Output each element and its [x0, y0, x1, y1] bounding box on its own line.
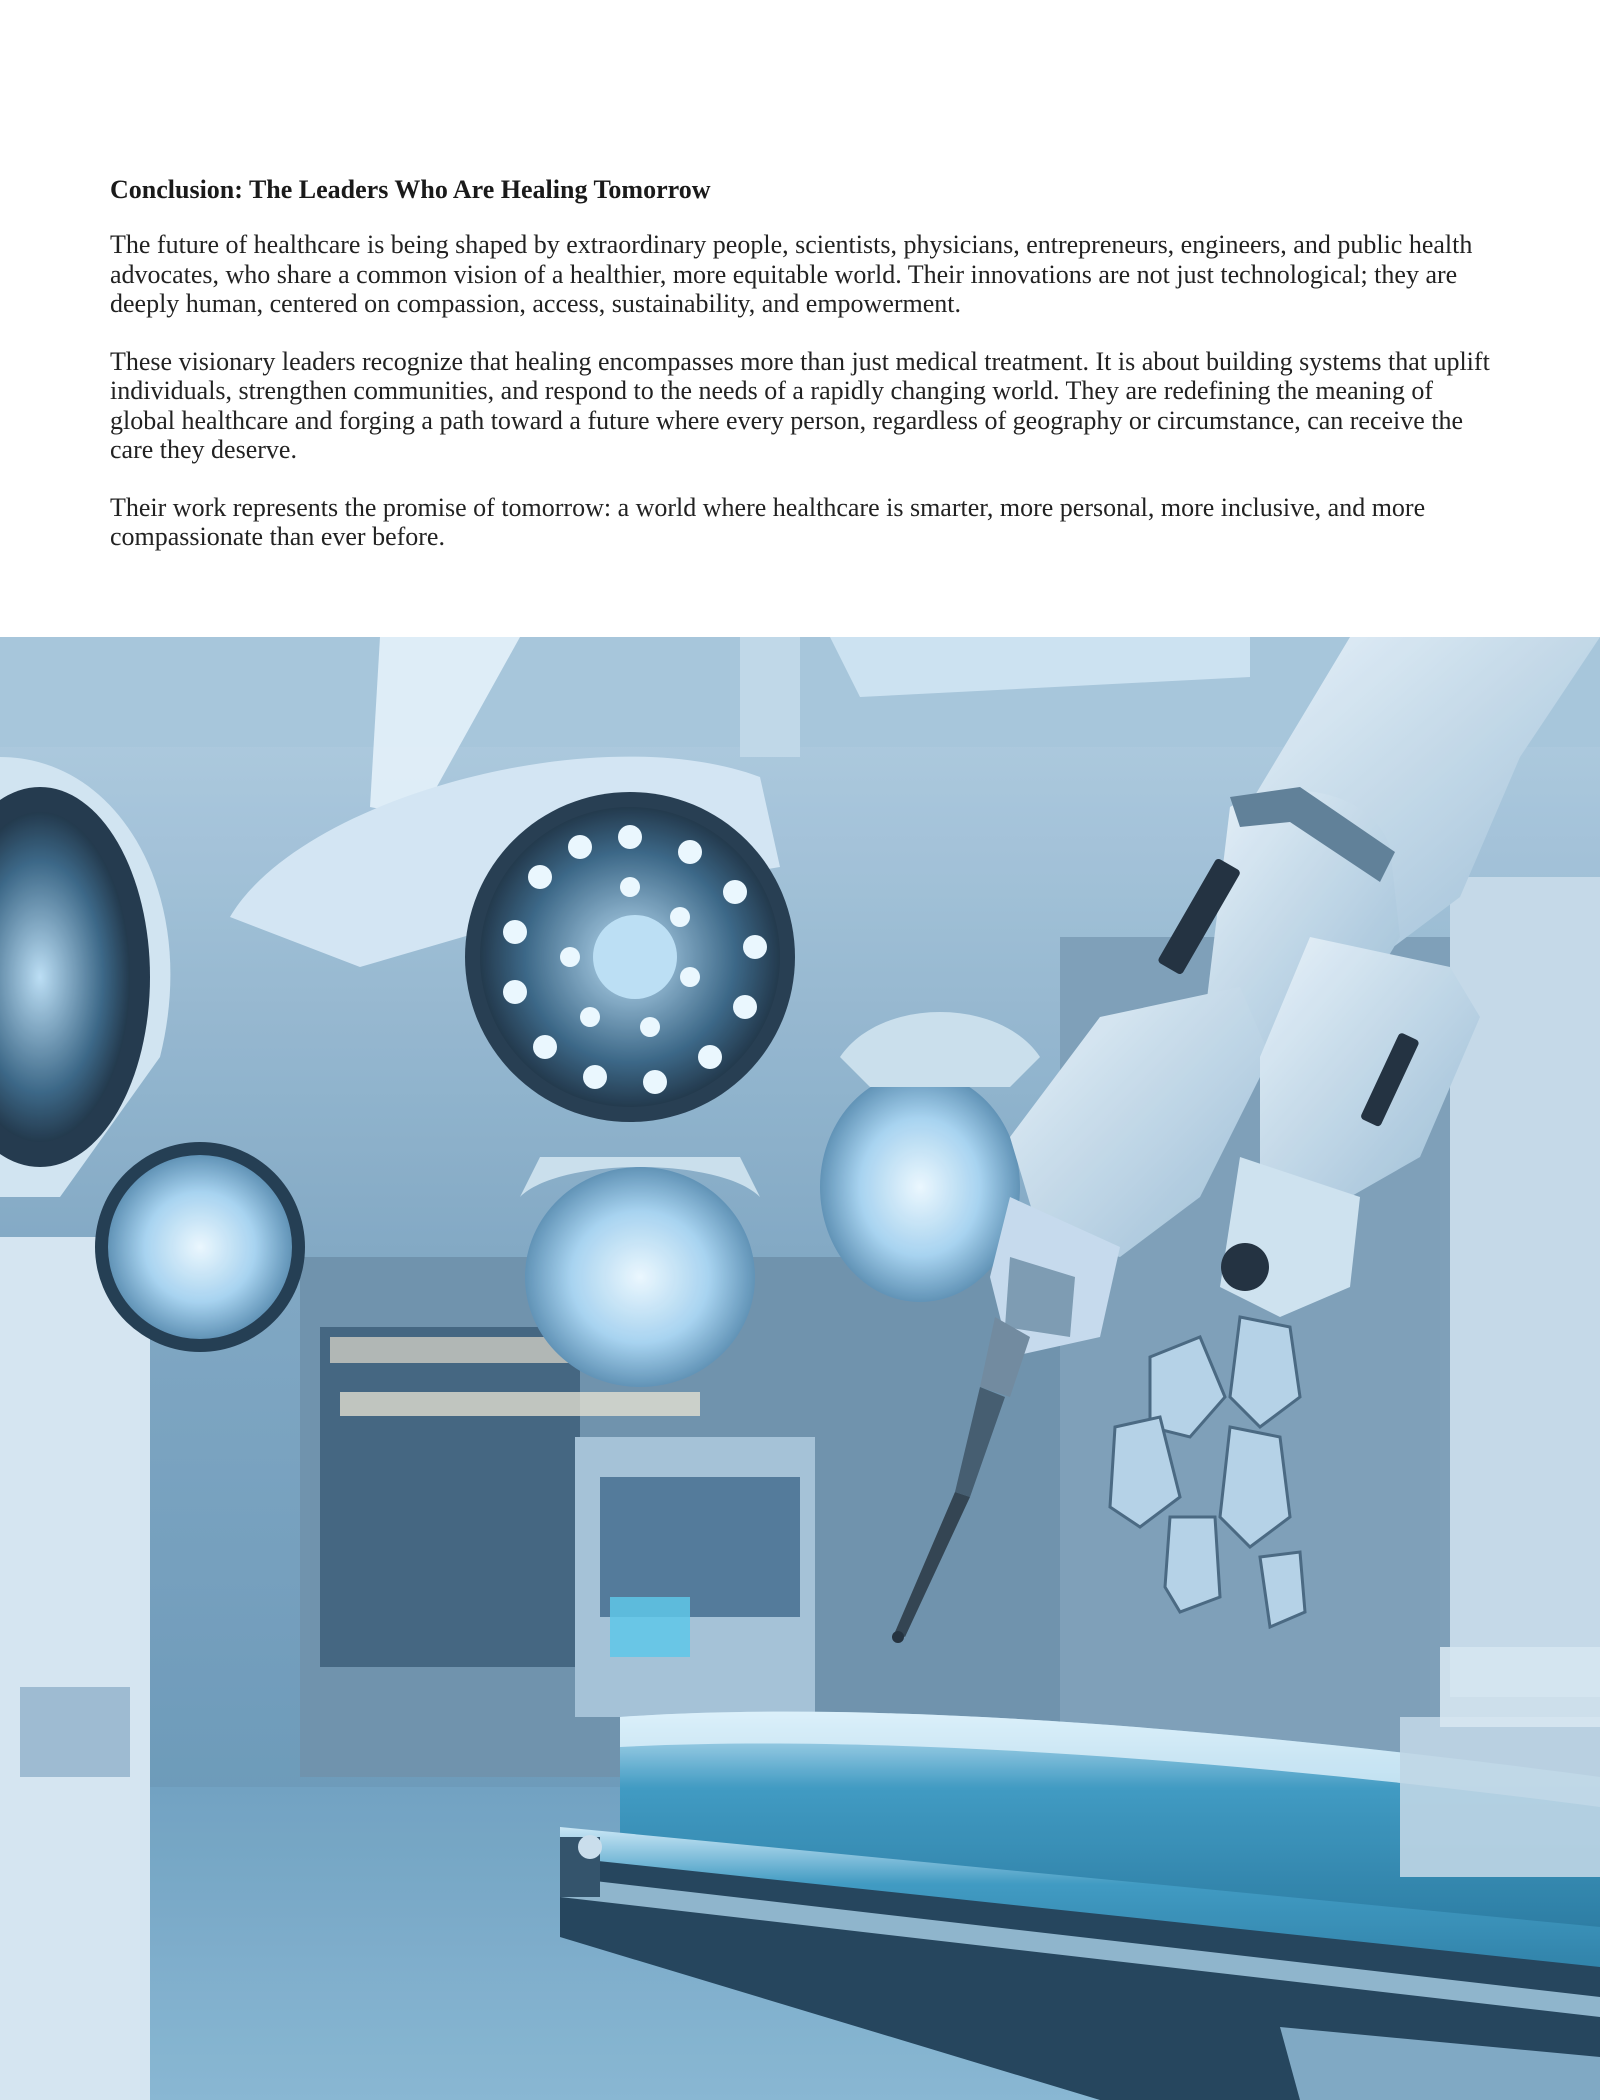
paragraph-2: These visionary leaders recognize that healing encompasses more than just medical treatment. It is about building systems that uplift individuals, strengthen communities, and respond to the needs of a rapidly changing world. They are redefining the meaning of global healthcare and forging a path toward a future where every person, regardless of geography or circumstance, can receive the care they deserve. [110, 346, 1490, 464]
section-heading: Conclusion: The Leaders Who Are Healing Tomorrow [110, 175, 711, 204]
paragraph-3: Their work represents the promise of tomorrow: a world where healthcare is smarter, more personal, more inclusive, and more compassionate than ever before. [110, 492, 1426, 551]
paragraph-1: The future of healthcare is being shaped by extraordinary people, scientists, physicians, entrepreneurs, engineers, and public health advocates, who share a common vision of a healthier, more equitable world. Their innovations are not just technological; they are deeply human, centered on compassion, access, sustainability, and empowerment. [110, 230, 1473, 318]
operating-room-robot-image [0, 637, 1600, 2100]
article-text [110, 172, 1500, 580]
